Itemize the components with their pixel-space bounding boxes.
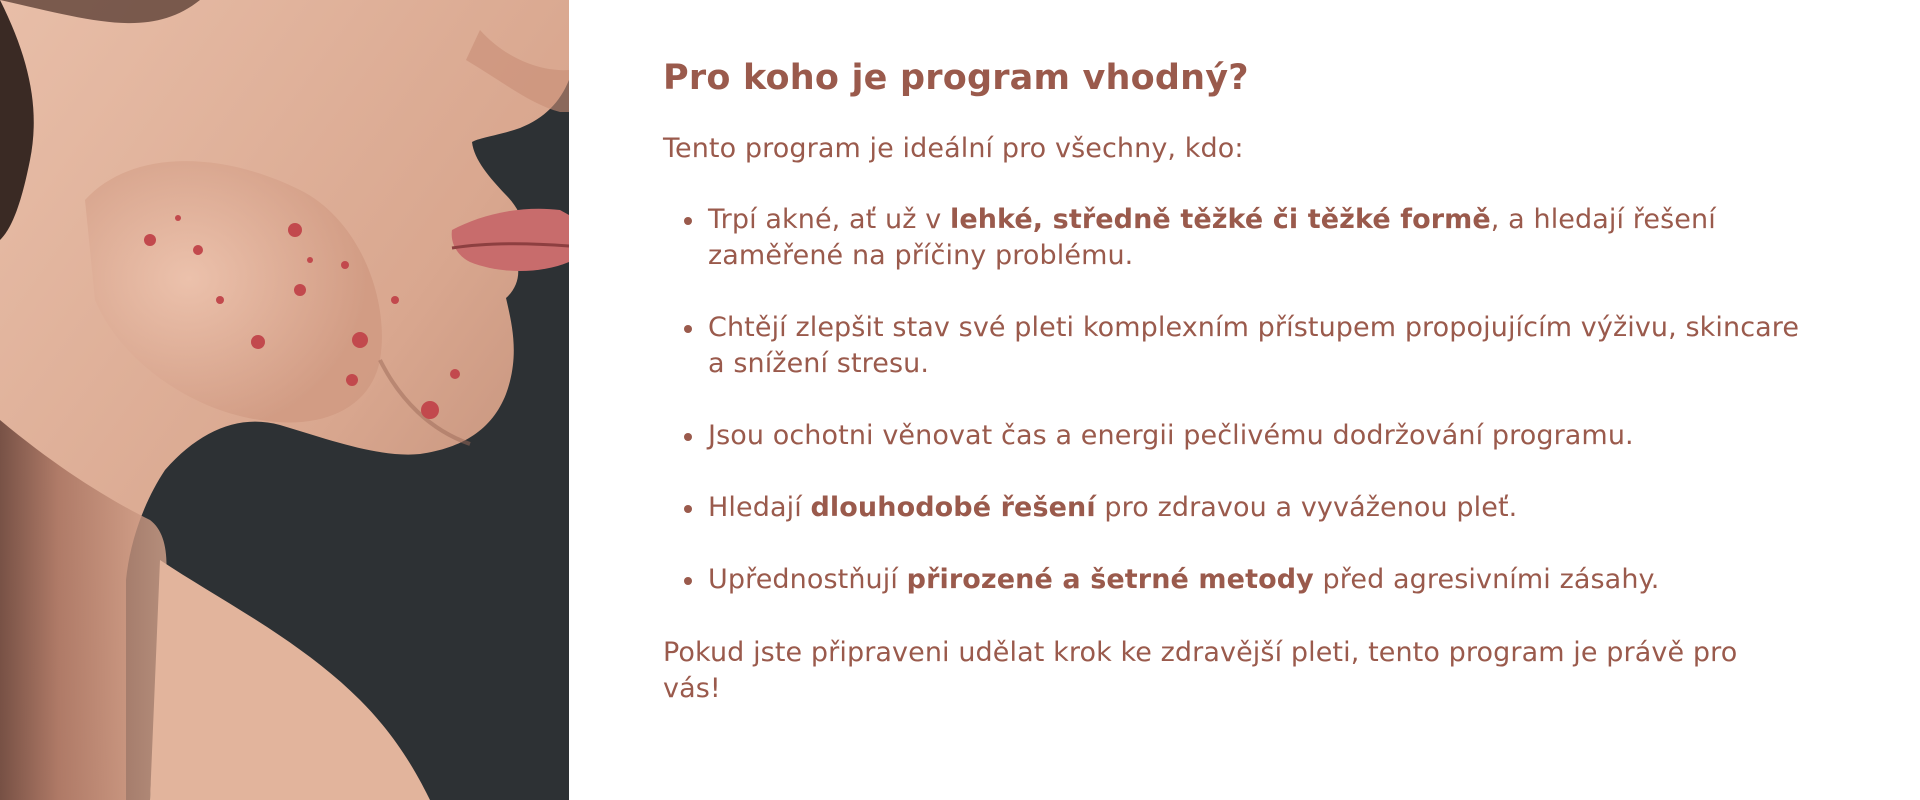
acne-face-photo <box>0 0 569 800</box>
section-heading: Pro koho je program vhodný? <box>663 58 1249 98</box>
list-item <box>708 310 1803 382</box>
program-suitability-section <box>663 54 1803 707</box>
bullet-icon <box>684 217 692 225</box>
criterion-text-end: , a hledají řešení zaměřené na příčiny problému. <box>708 204 1716 271</box>
bullet-icon <box>684 577 692 585</box>
criterion-emphasis: dlouhodobé řešení <box>810 492 1096 523</box>
closing-text: Pokud jste připraveni udělat krok ke zdravější pleti, tento program je právě pro vás! <box>663 637 1738 704</box>
criterion-emphasis: přirozené a šetrné metody <box>906 564 1314 595</box>
criterion-text: Hledají <box>708 492 811 523</box>
bullet-icon <box>684 433 692 441</box>
criterion-text-end: před agresivními zásahy. <box>1313 564 1660 595</box>
criteria-list <box>663 202 1803 598</box>
list-item <box>708 202 1803 274</box>
bullet-icon <box>684 325 692 333</box>
criterion-text: Chtějí zlepšit stav své pleti komplexním přístupem propojujícím výživu, skincare a snížení stresu. <box>708 312 1800 379</box>
intro-text: Tento program je ideální pro všechny, kdo: <box>663 133 1244 164</box>
criterion-text: Upřednostňují <box>708 564 907 595</box>
criterion-text-end: pro zdravou a vyváženou pleť. <box>1095 492 1518 523</box>
criterion-text: Jsou ochotni věnovat čas a energii pečlivému dodržování programu. <box>708 420 1634 451</box>
list-item <box>708 418 1803 454</box>
face-illustration <box>0 0 569 800</box>
list-item <box>708 490 1803 526</box>
criterion-emphasis: lehké, středně těžké či těžké formě <box>949 204 1491 235</box>
criterion-text: Trpí akné, ať už v <box>708 204 950 235</box>
bullet-icon <box>684 505 692 513</box>
list-item <box>708 562 1803 598</box>
